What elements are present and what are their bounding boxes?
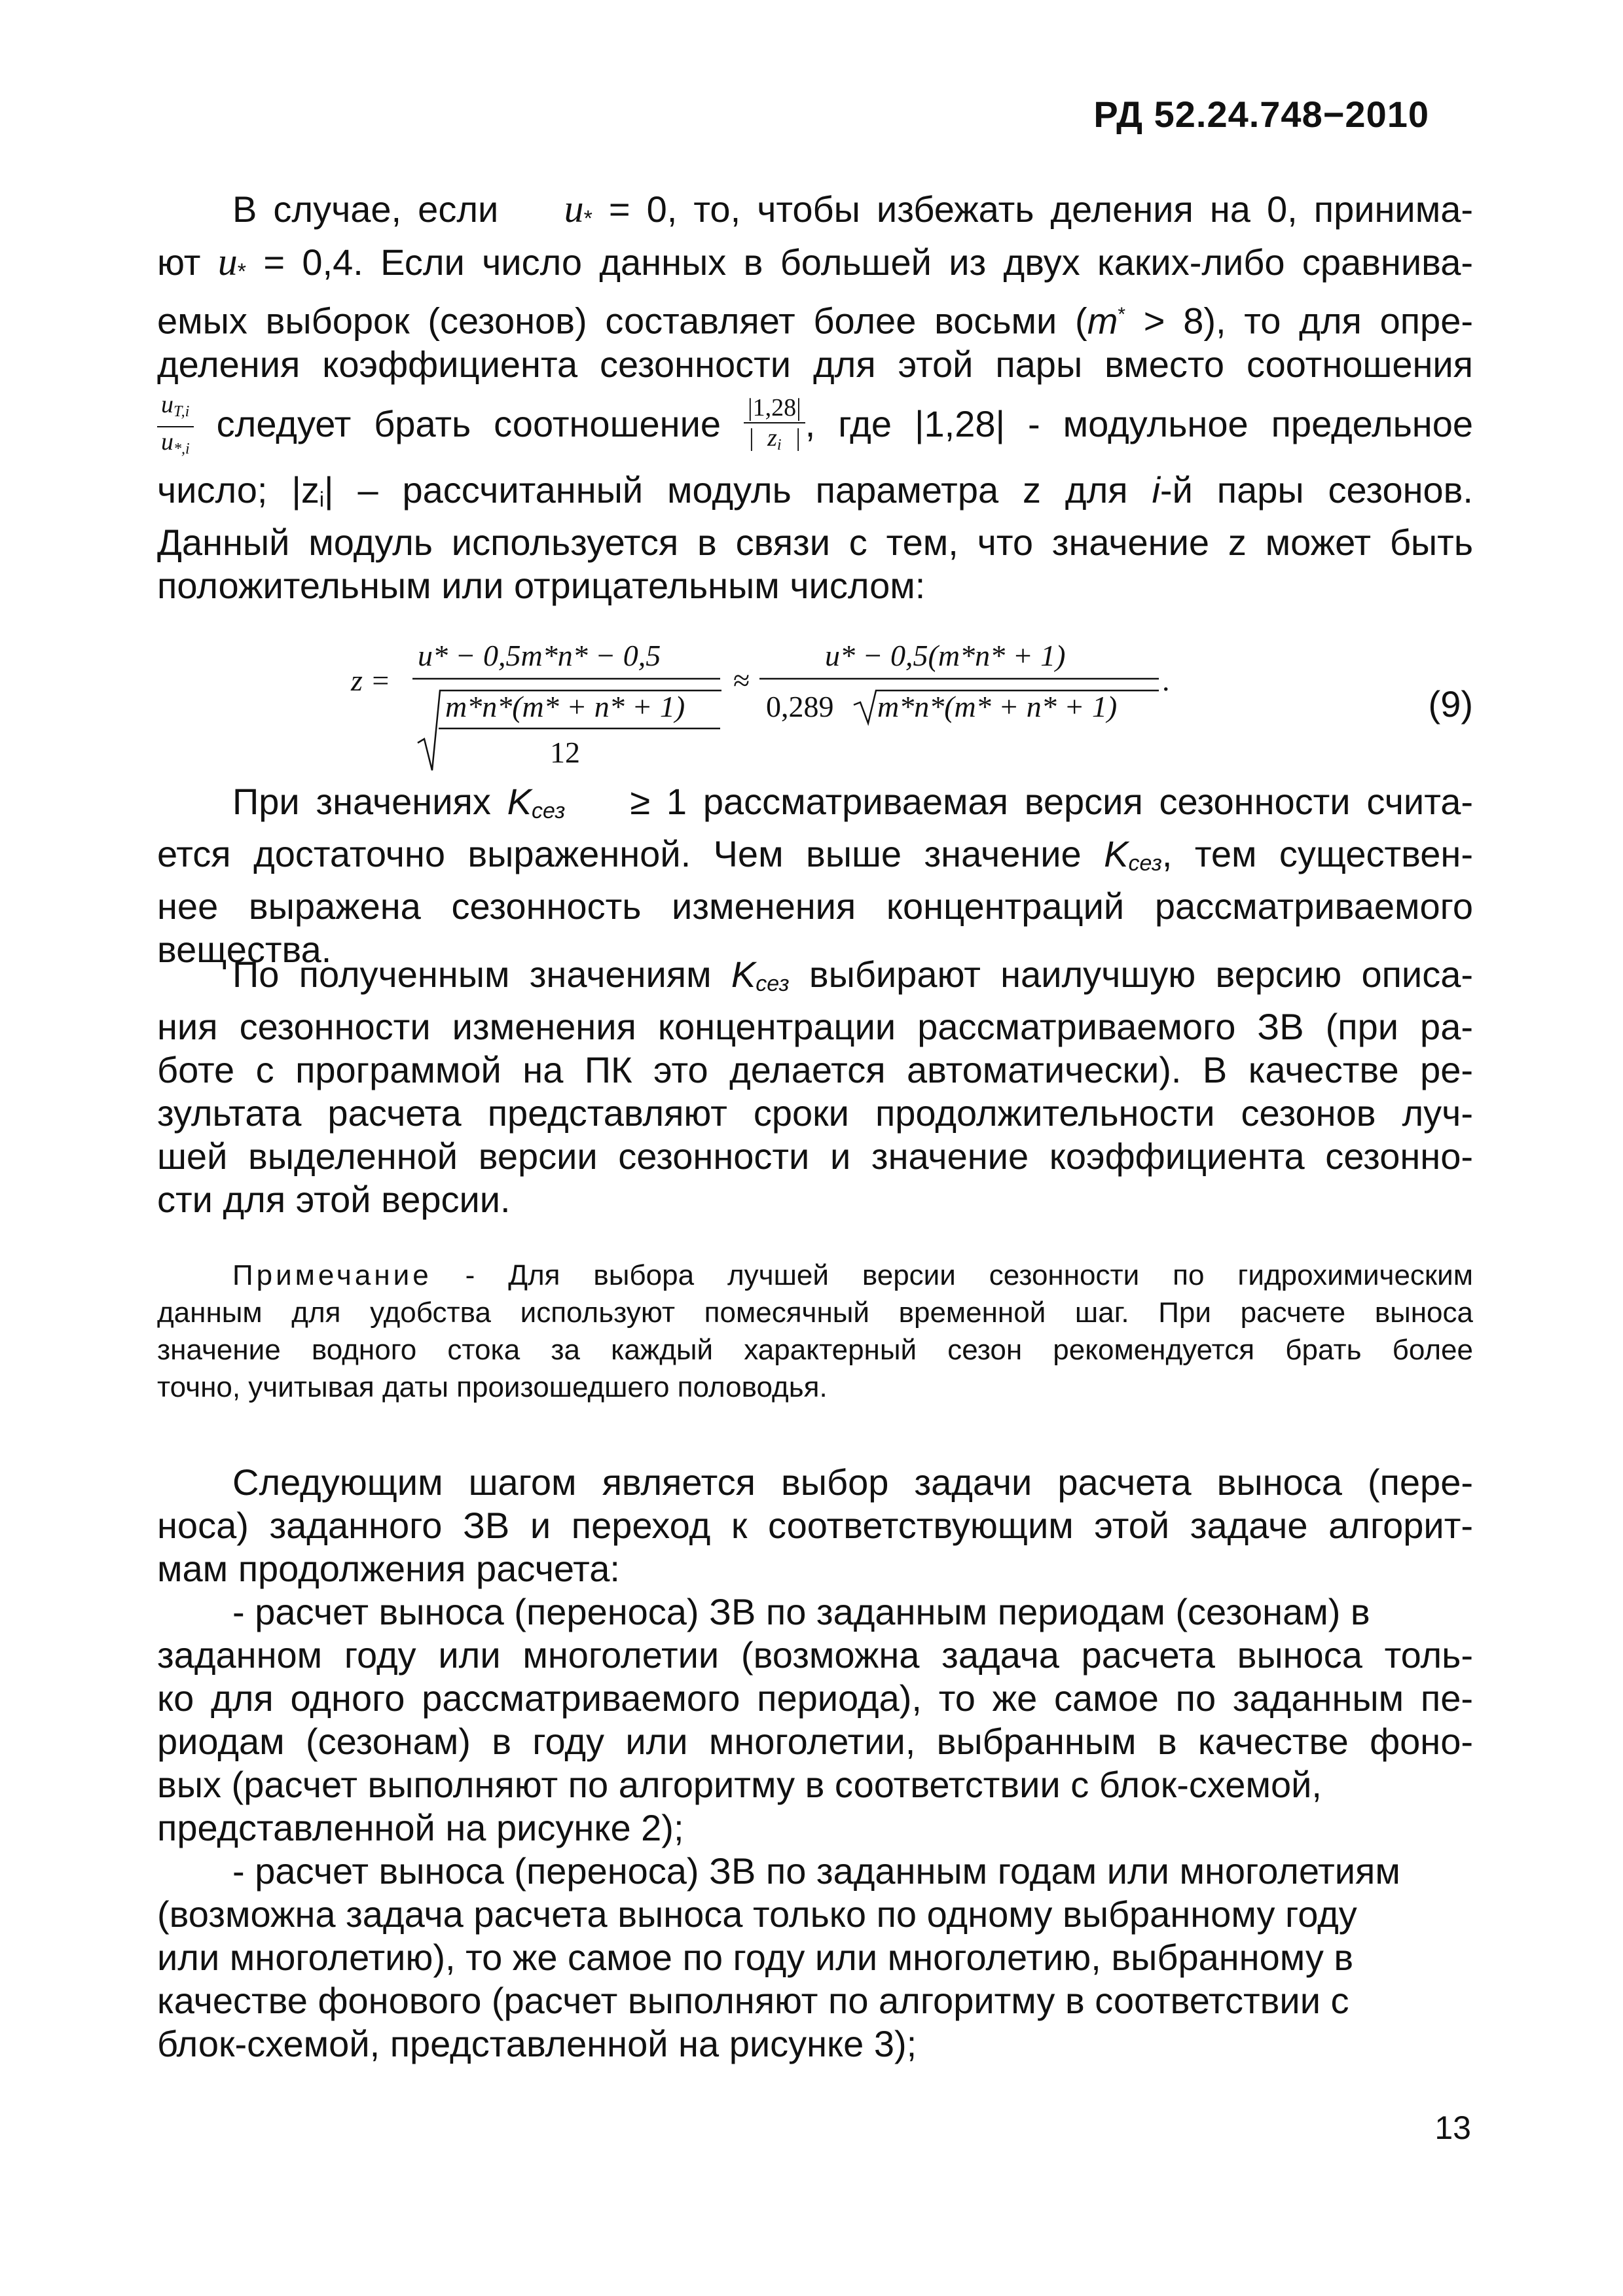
text-line: шей выделенной версии сезонности и значение коэффициента сезонно- — [157, 1136, 1473, 1177]
formula-numerator-2: u* − 0,5(m*n* + 1) — [825, 639, 1066, 672]
text-line: точно, учитывая даты произошедшего половодья. — [157, 1371, 828, 1403]
text-line: В случае, если u* = 0, то, чтобы избежать деления на 0, принима- — [232, 187, 1474, 231]
text-line: По полученным значениям Kсез выбирают наилучшую версию описа- — [232, 954, 1473, 996]
formula-graphic — [157, 625, 1401, 776]
text-line: ется достаточно выраженной. Чем выше значение Kсез, тем существен- — [157, 833, 1473, 876]
paragraph-seasonality-ratio — [157, 187, 1473, 607]
text-line: риодам (сезонам) в году или многолетии, выбранным в качестве фоно- — [157, 1721, 1473, 1762]
formula-denominator-coef: 0,289 — [766, 690, 834, 723]
text-line: блок-схемой, представленной на рисунке 3); — [157, 2023, 917, 2064]
formula-9 — [157, 625, 1473, 776]
formula-dot: . — [1162, 664, 1170, 697]
text-line: При значениях Kсез ≥ 1 рассматриваемая версия сезонности счита- — [232, 781, 1474, 823]
formula-denominator-divisor: 12 — [550, 736, 580, 769]
text-line: - расчет выноса (переноса) ЗВ по заданным периодам (сезонам) в — [232, 1591, 1370, 1632]
text-line: или многолетию), то же самое по году или многолетию, выбранному в — [157, 1937, 1354, 1978]
formula-lhs: z = — [351, 664, 391, 697]
text-line: число; |zi| – рассчитанный модуль параметра z для i-й пары сезонов. — [157, 469, 1473, 511]
text-line: нее выражена сезонность изменения концентраций рассматриваемого — [157, 886, 1473, 927]
note-label: Примечание — [232, 1259, 432, 1291]
formula-denominator-1: m*n*(m* + n* + 1) — [445, 690, 685, 723]
ratio-modulus-fraction: $\frac{|1,28|}{| z_i |}$ — [744, 393, 805, 459]
text-line: Данный модуль используется в связи с тем, что значение z может быть — [157, 521, 1473, 563]
text-line: значение водного стока за каждый характерный сезон рекомендуется брать более — [157, 1334, 1473, 1366]
text-line: носа) заданного ЗВ и переход к соответствующим этой задаче алгорит- — [157, 1505, 1473, 1546]
text-line: $\frac{u_{T,i}}{u_{*,i}}$ следует брать соотношение $\frac{|1,28|}{| z_i |}$ , где |1,28| - модульное предельное — [157, 390, 1473, 463]
text-line: положительным или отрицательным числом: — [157, 564, 926, 606]
paragraph-next-step — [157, 1461, 1473, 1590]
equation-number: (9) — [1428, 683, 1473, 725]
text-line: емых выборок (сезонов) составляет более восьми (m* > 8), то для опре- — [157, 300, 1473, 342]
list-item-periods — [157, 1590, 1473, 1850]
text-line: представленной на рисунке 2); — [157, 1807, 684, 1848]
text-line: сти для этой версии. — [157, 1179, 511, 1220]
formula-denominator-2: m*n*(m* + n* + 1) — [877, 690, 1118, 723]
text-line: ко для одного рассматриваемого периода), то же самое по заданным пе- — [157, 1677, 1473, 1719]
text-line: качестве фонового (расчет выполняют по алгоритму в соответствии с — [157, 1980, 1349, 2021]
text-line: данным для удобства используют помесячный временной шаг. При расчете выноса — [157, 1297, 1473, 1329]
document-code: РД 52.24.748−2010 — [1093, 94, 1429, 135]
text-line: боте с программой на ПК это делается автоматически). В качестве ре- — [157, 1049, 1473, 1090]
text-line: вых (расчет выполняют по алгоритму в соответствии с блок-схемой, — [157, 1764, 1322, 1805]
text-line: вещества. — [157, 929, 332, 970]
list-item-years — [157, 1850, 1473, 2066]
text-line: Примечание - Для выбора лучшей версии сезонности по гидрохимическим — [232, 1259, 1473, 1291]
paragraph-k-threshold — [157, 780, 1473, 971]
text-line: ют u* = 0,4. Если число данных в большей из двух каких-либо сравнива- — [157, 240, 1474, 284]
paragraph-best-version — [157, 953, 1473, 1221]
note-block — [157, 1257, 1473, 1406]
ratio-u-fraction: $\frac{u_{T,i}}{u_{*,i}}$ — [157, 390, 194, 463]
text-line: (возможна задача расчета выноса только по одному выбранному году — [157, 1893, 1357, 1935]
text-line: Следующим шагом является выбор задачи расчета выноса (пере- — [232, 1462, 1473, 1503]
formula-numerator-1: u* − 0,5m*n* − 0,5 — [418, 639, 661, 672]
text-line: мам продолжения расчета: — [157, 1548, 620, 1589]
text-line: деления коэффициента сезонности для этой пары вместо соотношения — [157, 343, 1473, 385]
page-number: 13 — [1434, 2109, 1471, 2146]
text-line: заданном году или многолетии (возможна задача расчета выноса толь- — [157, 1634, 1473, 1676]
text-line: - расчет выноса (переноса) ЗВ по заданным годам или многолетиям — [232, 1850, 1400, 1892]
approx-symbol: ≈ — [733, 664, 750, 697]
text-line: ния сезонности изменения концентрации рассматриваемого ЗВ (при ра- — [157, 1006, 1473, 1047]
text-line: зультата расчета представляют сроки продолжительности сезонов луч- — [157, 1092, 1473, 1134]
